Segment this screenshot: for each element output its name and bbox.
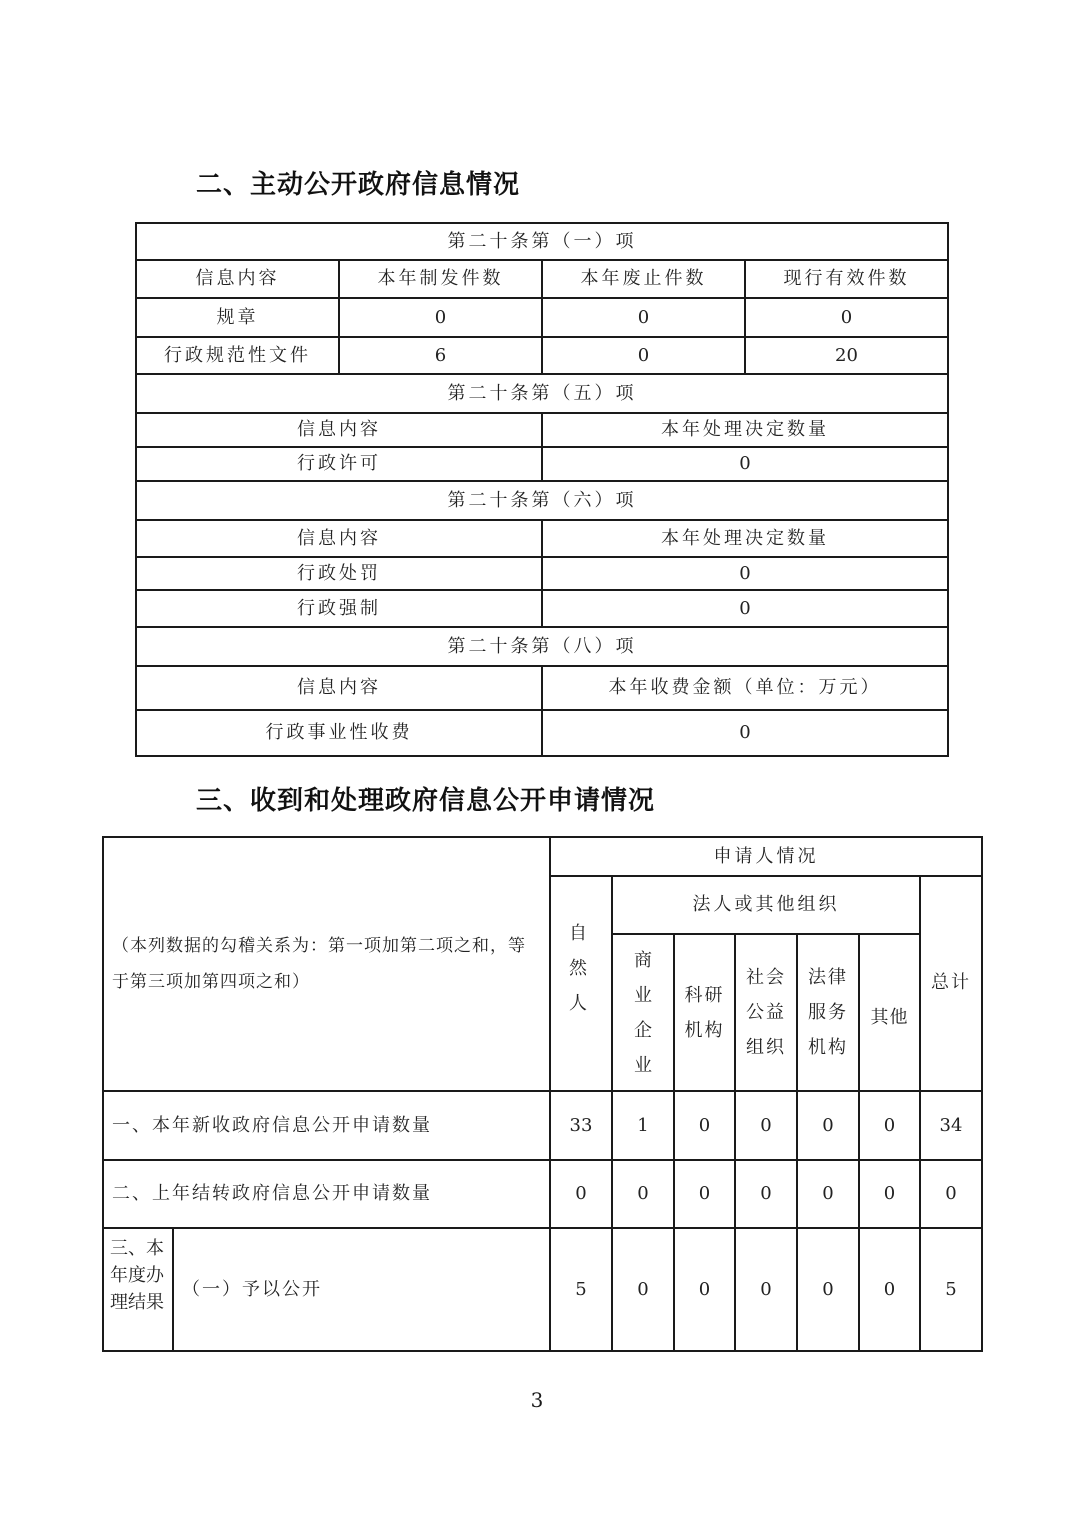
row-value: 0 (883, 1183, 896, 1205)
block1-row-value: 0 (434, 306, 447, 328)
row-value: 0 (822, 1278, 834, 1300)
block1-header-issued: 本年制发件数 (377, 268, 504, 290)
row-value: 1 (637, 1114, 649, 1136)
header-other: 其他 (870, 1006, 909, 1028)
block6-header-count: 本年处理决定数量 (661, 527, 829, 549)
legal-group-header: 法人或其他组织 (692, 894, 840, 916)
applicant-header: 申请人情况 (713, 845, 819, 867)
row-value: 0 (698, 1183, 711, 1205)
block8-header-amount: 本年收费金额（单位：万元） (608, 677, 882, 699)
header-public-welfare-text: 社会公益组织 (746, 967, 786, 1058)
block5-header-count: 本年处理决定数量 (661, 419, 829, 441)
block1-title: 第二十条第（一）项 (447, 230, 637, 252)
row-value: 0 (575, 1183, 587, 1205)
result-group-label (104, 1229, 172, 1350)
block1-row-value: 0 (840, 306, 853, 328)
block8-title: 第二十条第（八）项 (447, 635, 637, 657)
header-legal-service-text: 法律服务机构 (808, 967, 848, 1058)
table-rule (947, 222, 949, 757)
header-natural-person-text: 自然人 (569, 923, 593, 1014)
block6-row-label: 行政强制 (297, 597, 381, 619)
block1-header-content: 信息内容 (195, 268, 280, 290)
block8-row-label: 行政事业性收费 (265, 722, 413, 744)
header-total: 总计 (931, 971, 971, 993)
block1-row-label: 行政规范性文件 (164, 344, 311, 366)
block1-row-value: 20 (835, 344, 858, 366)
header-research-text: 科研机构 (684, 984, 725, 1041)
row-value: 0 (760, 1114, 772, 1136)
block1-row-value: 6 (434, 344, 447, 366)
row-value: 0 (822, 1114, 834, 1136)
section3-heading: 三、收到和处理政府信息公开申请情况 (196, 786, 656, 816)
block6-header-content: 信息内容 (297, 527, 381, 549)
block5-row-label: 行政许可 (297, 453, 381, 475)
header-research (675, 935, 734, 1090)
row-value: 5 (575, 1278, 587, 1300)
block5-title: 第二十条第（五）项 (447, 382, 637, 404)
row-value: 0 (698, 1114, 711, 1136)
row-value: 0 (760, 1278, 772, 1300)
table-rule (981, 836, 983, 1352)
block1-row-value: 0 (637, 306, 650, 328)
page-number: 3 (530, 1388, 544, 1412)
block6-title: 第二十条第（六）项 (447, 489, 637, 511)
header-business (613, 935, 673, 1090)
row-value: 0 (637, 1183, 649, 1205)
header-business-text: 商业企业 (634, 949, 652, 1076)
row-value: 0 (822, 1183, 834, 1205)
block1-header-valid: 现行有效件数 (783, 268, 910, 290)
row-value: 5 (945, 1278, 957, 1300)
block1-row-label: 规章 (216, 306, 259, 328)
block1-header-abolished: 本年废止件数 (580, 268, 707, 290)
section2-heading: 二、主动公开政府信息情况 (196, 170, 521, 200)
row-value: 0 (760, 1183, 772, 1205)
block1-row-value: 0 (637, 344, 650, 366)
row-value: 0 (698, 1278, 711, 1300)
row-new-applications-label: 一、本年新收政府信息公开申请数量 (112, 1114, 432, 1136)
row-value: 0 (945, 1183, 957, 1205)
block6-row-value: 0 (739, 562, 751, 584)
row-carried-over-label: 二、上年结转政府信息公开申请数量 (112, 1183, 432, 1205)
table-rule (102, 1350, 983, 1352)
row-value: 34 (939, 1114, 963, 1136)
result-row-disclosed-label: （一）予以公开 (182, 1278, 322, 1300)
block8-header-content: 信息内容 (297, 677, 381, 699)
row-value: 33 (569, 1114, 593, 1136)
header-public-welfare (736, 935, 796, 1090)
row-value: 0 (637, 1278, 649, 1300)
block5-row-value: 0 (739, 453, 751, 475)
header-natural-person (551, 877, 611, 1090)
block8-row-value: 0 (739, 722, 751, 744)
block6-row-label: 行政处罚 (297, 562, 381, 584)
block6-row-value: 0 (739, 597, 751, 619)
header-legal-service (798, 935, 858, 1090)
row-value: 0 (883, 1278, 896, 1300)
block5-header-content: 信息内容 (297, 419, 381, 441)
result-group-label-text: 三、本年度办理结果 (110, 1238, 164, 1313)
reconciliation-note: （本列数据的勾稽关系为：第一项加第二项之和，等于第三项加第四项之和） (112, 936, 526, 992)
row-value: 0 (883, 1114, 896, 1136)
